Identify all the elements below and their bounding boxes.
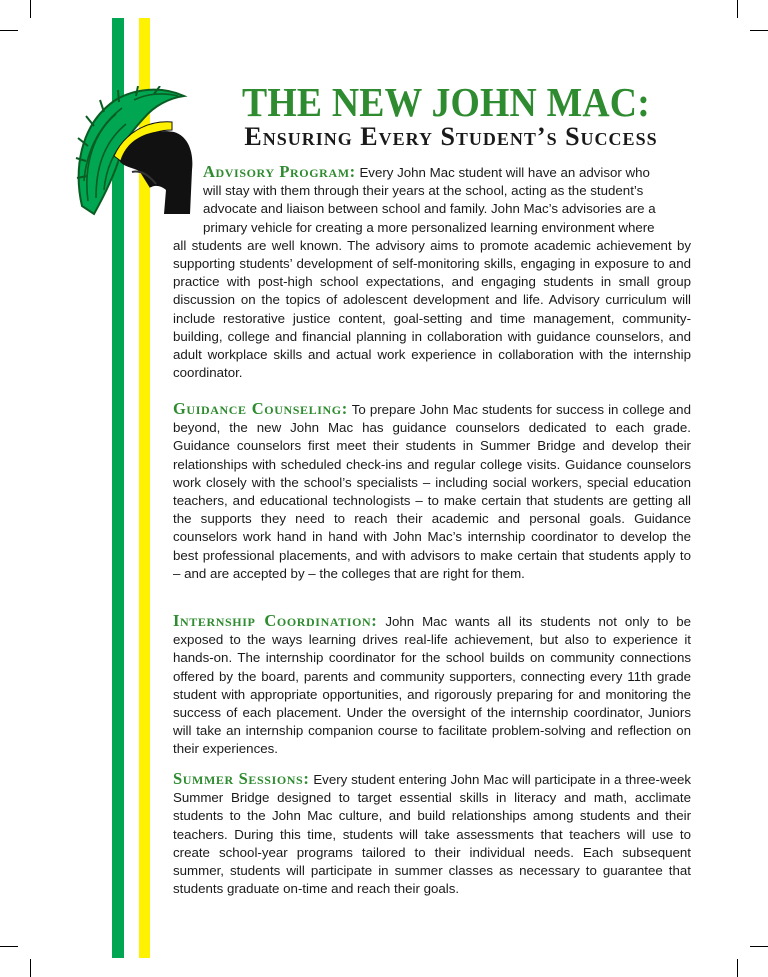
section-text: Every student entering John Mac will participate in a three-week Summer Bridge designed to target essential skills in literacy and math, acclimate students to the John Mac culture, and build relationships among students and their teachers. During this time, students will take assessments that teachers will use to create school-year programs tailored to their individual needs. Each subsequent summer, students will participate in summer classes as necessary to guarantee that students graduate on-time and reach their goals. [173, 772, 692, 897]
section-internship [173, 612, 691, 759]
section-line: primary vehicle for creating a more personalized learning environment where [203, 219, 655, 235]
crop-mark [30, 959, 31, 977]
section-text: To prepare John Mac students for success in college and beyond, the new John Mac has guidance counselors dedicated to each grade. Guidance counselors first meet their students in Summer Bridge and develop their relationships with scheduled check-ins and regular college visits. Guidance counselors work closely with the school’s specialists – including social workers, special education teachers, and educational technologists – to make certain that students are getting all the supports they need to reach their academic and personal goals. Guidance counselors work hand in hand with John Mac’s internship coordinator to develop the best professional placements, and with advisors to make certain that students apply to – and are accepted by – the colleges that are right for them. [173, 402, 691, 581]
page-subtitle: Ensuring Every Student’s Success [244, 122, 658, 151]
section-heading: Guidance Counseling: [173, 399, 348, 418]
section-line: advocate and liaison between school and family. John Mac’s advisories are a [203, 201, 656, 217]
crop-mark [0, 30, 18, 31]
section-first-line [173, 163, 691, 182]
page-title: THE NEW JOHN MAC: [242, 79, 650, 125]
section-text: all students are well known. The advisory aims to promote academic achievement by supporting students’ development of self-monitoring skills, engaging in exposure to and practice with post-high school expectations, and engaging students in small group discussion on the topics of adolescent development and life. Advisory curriculum will include restorative justice content, goal-setting and time management, community-building, college and financial planning in collaboration with guidance counselors, and adult workplace skills and actual work experience in collaboration with the internship coordinator. [173, 237, 691, 381]
section-heading: Internship Coordination: [173, 611, 378, 630]
crop-mark [737, 959, 738, 977]
section-guidance [173, 400, 691, 583]
section-heading: Advisory Program: [203, 162, 356, 181]
section-summer [173, 770, 691, 898]
section-line: will stay with them through their years at the school, acting as the student’s [203, 183, 644, 199]
section-advisory [173, 163, 691, 382]
section-line: Every John Mac student will have an advisor who [359, 165, 650, 180]
crop-mark [750, 946, 768, 947]
crop-mark [30, 0, 31, 18]
section-text: John Mac wants all its students not only to be exposed to the ways learning drives real-life achievement, but also to experience it hands-on. The internship coordinator for the school builds on community connections offered by the board, parents and community supporters, connecting every 11th grade student with appropriate opportunities, and rigorously preparing for and monitoring the success of each placement. Under the oversight of the internship coordinator, Juniors will take an internship companion course to facilitate problem-solving and reflection on their experiences. [173, 614, 691, 757]
crop-mark [737, 0, 738, 18]
section-heading: Summer Sessions: [173, 769, 310, 788]
crop-mark [750, 30, 768, 31]
crop-mark [0, 946, 18, 947]
